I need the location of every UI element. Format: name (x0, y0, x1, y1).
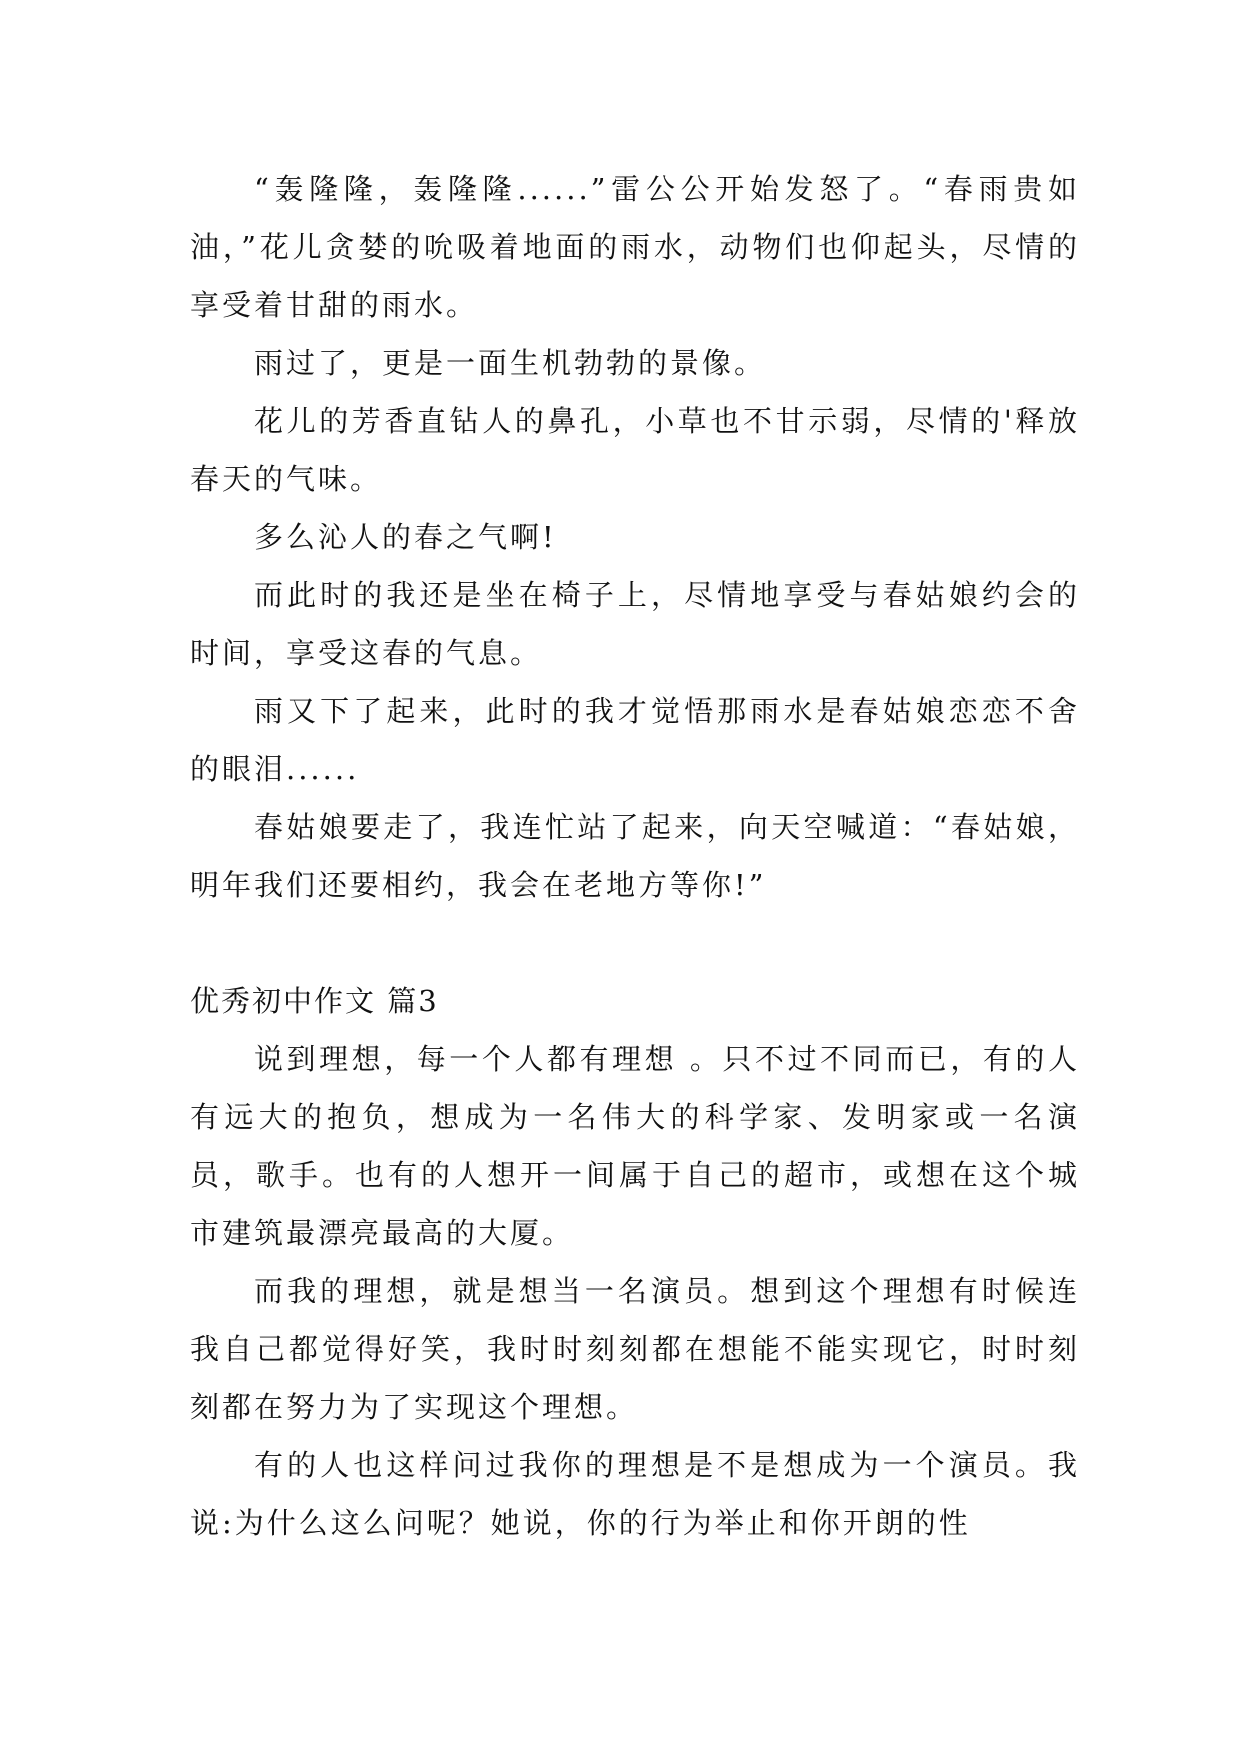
paragraph: 说到理想，每一个人都有理想 。只不过不同而已，有的人有远大的抱负，想成为一名伟大的科学家、发明家或一名演员，歌手。也有的人想开一间属于自己的超市，或想在这个城市建筑最漂亮最高的大厦。 (190, 1042, 1080, 1250)
paragraph: 雨又下了起来，此时的我才觉悟那雨水是春姑娘恋恋不舍的眼泪...... (190, 694, 1080, 786)
section-heading: 优秀初中作文 篇3 (190, 984, 439, 1018)
paragraph: “轰隆隆，轰隆隆......”雷公公开始发怒了。“春雨贵如油，”花儿贪婪的吮吸着地面的雨水，动物们也仰起头，尽情的享受着甘甜的雨水。 (190, 172, 1080, 322)
paragraph: 春姑娘要走了，我连忙站了起来，向天空喊道：“春姑娘，明年我们还要相约，我会在老地方等你!” (190, 810, 1080, 902)
paragraph: 有的人也这样问过我你的理想是不是想成为一个演员。我说:为什么这么问呢？她说，你的行为举止和你开朗的性 (190, 1448, 1080, 1540)
paragraph: 雨过了，更是一面生机勃勃的景像。 (254, 346, 767, 380)
paragraph: 花儿的芳香直钻人的鼻孔，小草也不甘示弱，尽情的'释放春天的气味。 (190, 404, 1080, 496)
paragraph: 而我的理想，就是想当一名演员。想到这个理想有时候连我自己都觉得好笑，我时时刻刻都在想能不能实现它，时时刻刻都在努力为了实现这个理想。 (190, 1274, 1080, 1424)
paragraph: 多么沁人的春之气啊! (254, 520, 557, 554)
document-body (190, 160, 1080, 1552)
paragraph: 而此时的我还是坐在椅子上，尽情地享受与春姑娘约会的时间，享受这春的气息。 (190, 578, 1080, 670)
